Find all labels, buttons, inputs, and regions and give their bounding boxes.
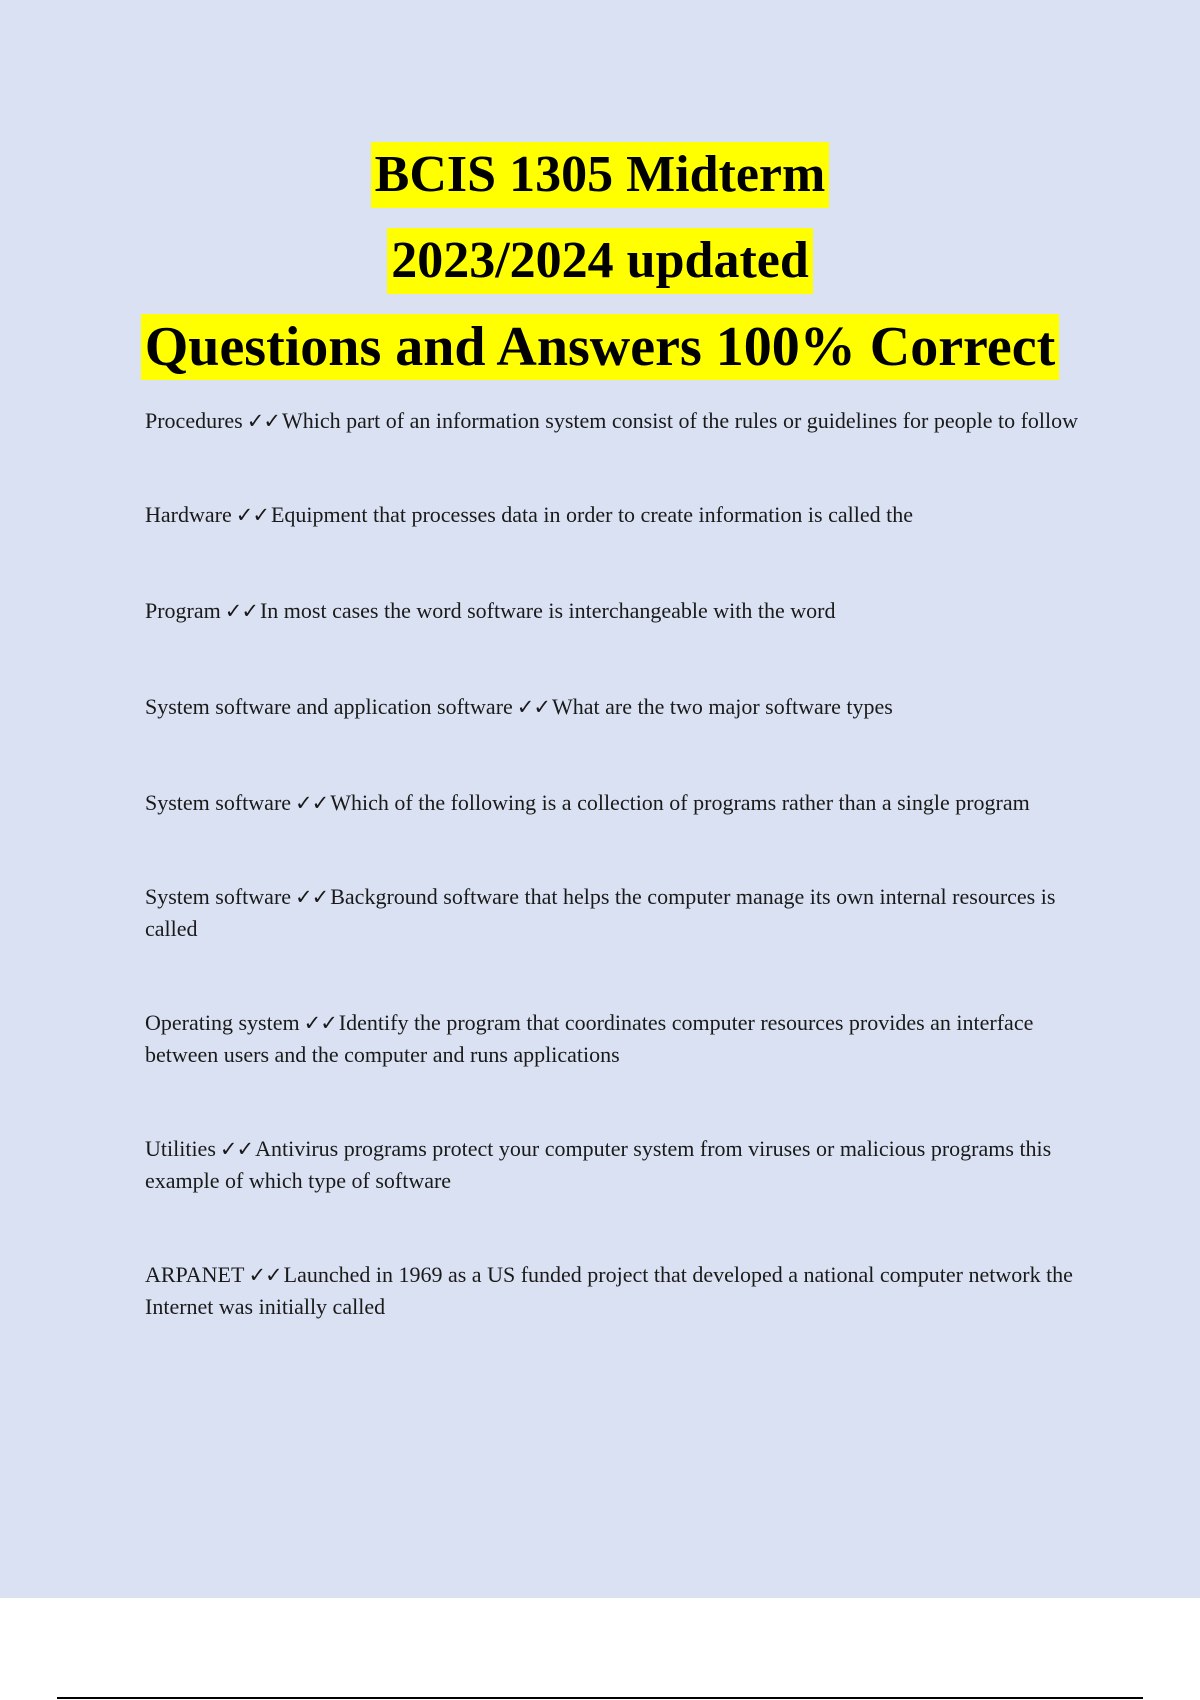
qa-item <box>145 881 1085 945</box>
double-check-icon: ✓✓ <box>224 599 258 623</box>
qa-answer: System software and application software <box>145 694 513 719</box>
title-line-2: 2023/2024 updated <box>387 228 813 294</box>
qa-question: Antivirus programs protect your computer system from viruses or malicious programs this example of which type of software <box>145 1136 1052 1193</box>
double-check-icon: ✓✓ <box>516 695 550 719</box>
qa-question: Background software that helps the computer manage its own internal resources is called <box>145 884 1056 941</box>
qa-answer: Procedures <box>145 408 243 433</box>
qa-item <box>145 595 1085 627</box>
qa-answer: Hardware <box>145 502 232 527</box>
title-line-3: Questions and Answers 100% Correct <box>141 314 1060 380</box>
title-line-1: BCIS 1305 Midterm <box>371 142 830 208</box>
double-check-icon: ✓✓ <box>295 885 329 909</box>
qa-question: Identify the program that coordinates computer resources provides an interface between users and the computer and runs applications <box>145 1010 1034 1067</box>
double-check-icon: ✓✓ <box>246 409 280 433</box>
qa-question: Launched in 1969 as a US funded project that developed a national computer network the Internet was initially called <box>145 1262 1073 1319</box>
double-check-icon: ✓✓ <box>235 503 269 527</box>
qa-answer: ARPANET <box>145 1262 245 1287</box>
qa-answer: Utilities <box>145 1136 216 1161</box>
qa-item <box>145 691 1085 723</box>
qa-question: Which of the following is a collection of programs rather than a single program <box>330 790 1030 815</box>
qa-item <box>145 787 1085 819</box>
qa-item <box>145 1133 1085 1197</box>
document-title <box>0 142 1200 400</box>
double-check-icon: ✓✓ <box>303 1011 337 1035</box>
qa-list <box>145 405 1085 1323</box>
qa-answer: System software <box>145 884 292 909</box>
qa-question: Equipment that processes data in order to create information is called the <box>270 502 913 527</box>
qa-item <box>145 499 1085 531</box>
title-row-1 <box>0 142 1200 228</box>
qa-item <box>145 1259 1085 1323</box>
double-check-icon: ✓✓ <box>219 1137 254 1161</box>
qa-question: Which part of an information system consist of the rules or guidelines for people to follow <box>281 408 1079 433</box>
qa-question: In most cases the word software is interchangeable with the word <box>259 598 836 623</box>
double-check-icon: ✓✓ <box>248 1263 282 1287</box>
qa-answer: Operating system <box>145 1010 300 1035</box>
double-check-icon: ✓✓ <box>295 791 329 815</box>
qa-item <box>145 1007 1085 1071</box>
title-row-2 <box>0 228 1200 314</box>
qa-item <box>145 405 1085 437</box>
title-row-3 <box>0 314 1200 400</box>
qa-answer: Program <box>145 598 221 623</box>
footer-divider <box>57 1697 1143 1699</box>
qa-question: What are the two major software types <box>551 694 893 719</box>
qa-answer: System software <box>145 790 292 815</box>
